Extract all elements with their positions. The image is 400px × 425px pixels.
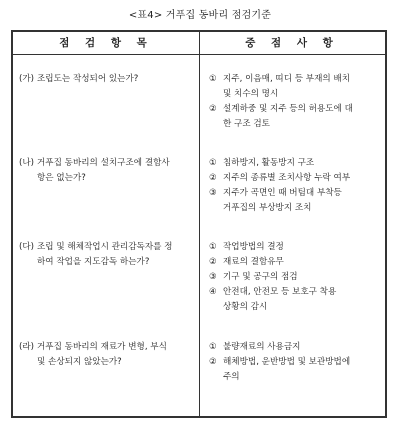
list-item — [209, 340, 381, 355]
question-da — [19, 240, 191, 270]
item-text: 지주, 이음매, 띠디 등 부재의 배치 — [223, 74, 351, 84]
item-number: ① — [209, 158, 217, 168]
list-item — [209, 186, 381, 201]
item-number: ① — [209, 74, 217, 84]
list-item-continued — [209, 117, 381, 132]
item-text: 거푸집의 부상방지 조치 — [223, 203, 312, 213]
list-item — [209, 102, 381, 117]
question-na — [19, 156, 191, 186]
item-text: 지주가 곡면인 때 버팀대 부착등 — [223, 188, 342, 198]
item-text: 안전대, 안전모 등 보호구 착용 — [223, 287, 337, 297]
item-text: 재료의 결함유무 — [223, 257, 284, 267]
item-text: 불량재료의 사용금지 — [223, 342, 301, 352]
question-label: (다) — [19, 242, 35, 252]
item-number: ① — [209, 342, 217, 352]
item-text: 설계하중 및 지주 등의 허용도에 대 — [223, 104, 353, 114]
question-text: 거푸집 동바리의 설치구조에 결함사 — [37, 158, 170, 168]
question-text-continued: 및 손상되지 않았는가? — [37, 357, 122, 367]
item-text: 작업방법의 결정 — [223, 242, 284, 252]
item-text: 주의 — [223, 372, 240, 382]
question-text: 조립 및 해체작업시 관리감독자를 정 — [37, 242, 173, 252]
header-inspection-items: 점 검 항 목 — [59, 37, 153, 49]
item-number: ③ — [209, 188, 217, 198]
points-ra — [209, 340, 381, 385]
item-text: 해체방법, 운반방법 및 보관방법에 — [223, 357, 351, 367]
question-ra — [19, 340, 191, 370]
item-text: 및 치수의 명시 — [223, 89, 279, 99]
header-key-points: 중 점 사 항 — [245, 37, 339, 49]
item-number: ② — [209, 357, 217, 367]
points-na — [209, 156, 381, 216]
table-caption: <표4> 거푸집 동바리 점검기준 — [128, 10, 272, 21]
item-number: ② — [209, 104, 217, 114]
list-item — [209, 255, 381, 270]
item-text: 지주의 종류별 조치사항 누락 여부 — [223, 173, 351, 183]
list-item-continued — [209, 201, 381, 216]
column-divider — [199, 32, 200, 416]
item-number: ① — [209, 242, 217, 252]
list-item — [209, 270, 381, 285]
question-text-continued: 하여 작업을 지도감독 하는가? — [37, 257, 150, 267]
question-label: (라) — [19, 342, 35, 352]
list-item — [209, 72, 381, 87]
question-label: (나) — [19, 158, 35, 168]
list-item — [209, 355, 381, 370]
inspection-table — [11, 30, 387, 418]
item-number: ② — [209, 173, 217, 183]
item-number: ② — [209, 257, 217, 267]
points-ga — [209, 72, 381, 132]
question-ga — [19, 72, 191, 87]
list-item — [209, 156, 381, 171]
item-text: 침하방지, 활동방지 구조 — [223, 158, 315, 168]
points-da — [209, 240, 381, 315]
question-text: 조립도는 작성되어 있는가? — [37, 74, 139, 84]
list-item-continued — [209, 87, 381, 102]
list-item — [209, 285, 381, 300]
list-item — [209, 171, 381, 186]
list-item — [209, 240, 381, 255]
list-item-continued — [209, 300, 381, 315]
item-text: 한 구조 검토 — [223, 119, 270, 129]
list-item-continued — [209, 370, 381, 385]
item-number: ③ — [209, 272, 217, 282]
question-text-continued: 항은 없는가? — [37, 173, 86, 183]
item-text: 상황의 감시 — [223, 302, 268, 312]
item-number: ④ — [209, 287, 217, 297]
question-text: 거푸집 동바리의 재료가 변형, 부식 — [37, 342, 167, 352]
item-text: 기구 및 공구의 점검 — [223, 272, 298, 282]
question-label: (가) — [19, 74, 35, 84]
